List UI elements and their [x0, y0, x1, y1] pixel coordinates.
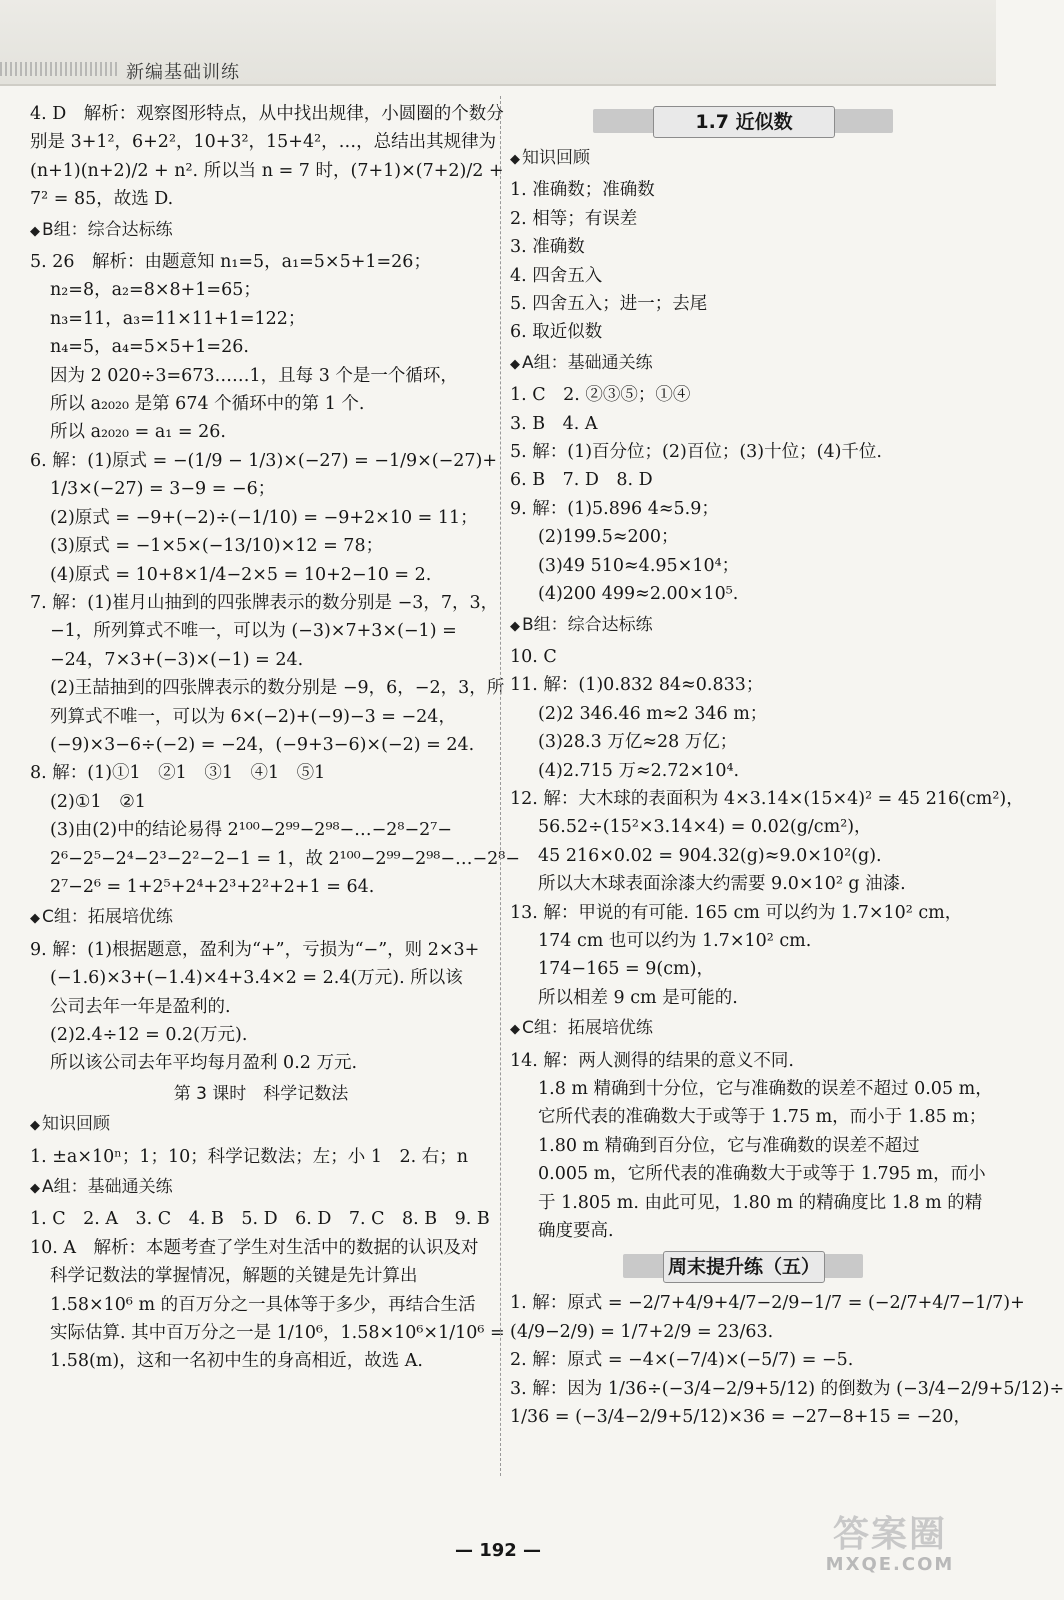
section-heading — [30, 1110, 492, 1140]
answer-line: 科学记数法的掌握情况，解题的关键是先计算出 — [50, 1266, 418, 1287]
answer-line: 14. 解：两人测得的结果的意义不同. — [510, 1050, 794, 1071]
answer-line: 于 1.805 m. 由此可见，1.80 m 的精确度比 1.8 m 的精 — [538, 1192, 983, 1213]
answer-line: n₃=11，a₃=11×11+1=122； — [50, 308, 306, 329]
answer-line: 确度要高. — [538, 1221, 614, 1242]
answer-line: (2)199.5≈200； — [538, 527, 679, 548]
answer-line: (−9)×3−6÷(−2) = −24，(−9+3−6)×(−2) = 24. — [50, 734, 475, 755]
answer-line: 1.8 m 精确到十分位，它与准确数的误差不超过 0.05 m， — [538, 1079, 993, 1099]
answer-line: (4)200 499≈2.00×10⁵. — [538, 584, 739, 605]
column-divider — [500, 96, 501, 1476]
answer-line: (2)2.4÷12 = 0.2(万元). — [50, 1025, 248, 1045]
section-heading-label: 知识回顾 — [42, 1114, 110, 1135]
answer-line: (4/9−2/9) = 1/7+2/9 = 23/63. — [510, 1321, 774, 1342]
section-heading-label: B组：综合达标练 — [522, 614, 653, 635]
watermark — [800, 1514, 980, 1580]
section-heading-label: A组：基础通关练 — [42, 1177, 173, 1198]
answer-line: 2. 相等；有误差 — [510, 208, 638, 229]
answer-line: 13. 解：甲说的有可能. 165 cm 可以约为 1.7×10² cm， — [510, 902, 963, 923]
answer-line: 6. B 7. D 8. D — [510, 470, 653, 491]
answer-line: 10. C — [510, 646, 557, 667]
answer-line: 10. A 解析：本题考查了学生对生活中的数据的认识及对 — [30, 1237, 479, 1258]
section-heading — [510, 349, 976, 379]
answer-line: 5. 26 解析：由题意知 n₁=5，a₁=5×5+1=26； — [30, 252, 431, 273]
section-heading-label: C组：拓展培优练 — [42, 907, 173, 928]
section-heading — [30, 903, 492, 933]
answer-line: 列算式不唯一，可以为 6×(−2)+(−9)−3 = −24， — [50, 706, 456, 727]
answer-line: 174 cm 也可以约为 1.7×10² cm. — [538, 930, 812, 951]
answer-line: 1.58×10⁶ m 的百万分之一具体等于多少，再结合生活 — [50, 1294, 476, 1315]
answer-line: 2. 解：原式 = −4×(−7/4)×(−5/7) = −5. — [510, 1350, 854, 1371]
answer-line: (2)2 346.46 m≈2 346 m； — [538, 703, 768, 724]
answer-line: n₂=8，a₂=8×8+1=65； — [50, 280, 261, 301]
answer-line: 所以该公司去年平均每月盈利 0.2 万元. — [50, 1053, 358, 1074]
watermark-url: MXQE.COM — [825, 1554, 955, 1575]
answer-line: 8. 解：(1)①1 ②1 ③1 ④1 ⑤1 — [30, 763, 326, 784]
answer-line: 3. 准确数 — [510, 237, 585, 258]
watermark-logo: 答案圈 — [832, 1514, 947, 1555]
banner-title: 周末提升练（五） — [663, 1251, 825, 1283]
answer-line: 5. 解：(1)百分位；(2)百位；(3)十位；(4)千位. — [510, 442, 882, 463]
right-column — [510, 100, 1064, 1431]
section-heading — [510, 611, 976, 641]
answer-line: 56.52÷(15²×3.14×4) = 0.02(g/cm²)， — [538, 817, 872, 838]
lesson-title: 第 3 课时 科学记数法 — [173, 1083, 349, 1104]
section-heading-label: B组：综合达标练 — [42, 219, 173, 240]
answer-line: 2⁷−2⁶ = 1+2⁵+2⁴+2³+2²+2+1 = 64. — [50, 876, 375, 897]
answer-line: (2)王喆抽到的四张牌表示的数分别是 −9，6，−2，3，所 — [50, 678, 505, 699]
answer-line: 2⁶−2⁵−2⁴−2³−2²−2−1 = 1，故 2¹⁰⁰−2⁹⁹−2⁹⁸−…−2⁸− — [50, 848, 520, 869]
answer-line: 5. 四舍五入；进一；去尾 — [510, 294, 708, 315]
answer-line: 174−165 = 9(cm)， — [538, 959, 714, 980]
diamond-icon: ◆ — [30, 911, 40, 927]
answer-line: 所以 a₂₀₂₀ = a₁ = 26. — [50, 422, 226, 443]
answer-line: 12. 解：大木球的表面积为 4×3.14×(15×4)² = 45 216(cm²)， — [510, 788, 1024, 809]
diamond-icon: ◆ — [30, 223, 40, 239]
answer-line: (n+1)(n+2)/2 + n². 所以当 n = 7 时，(7+1)×(7+2)/2 + — [30, 160, 504, 181]
answer-line: 它所代表的准确数大于或等于 1.75 m，而小于 1.85 m； — [538, 1107, 987, 1128]
answer-line: 0.005 m，它所代表的准确数大于或等于 1.795 m，而小 — [538, 1164, 986, 1185]
banner-title: 1.7 近似数 — [653, 106, 835, 138]
answer-line: 45 216×0.02 = 904.32(g)≈9.0×10²(g). — [538, 845, 882, 866]
answer-line: 3. B 4. A — [510, 413, 598, 434]
answer-line: −1，所列算式不唯一，可以为 (−3)×7+3×(−1) = — [50, 621, 457, 642]
answer-line: 4. D 解析：观察图形特点，从中找出规律，小圆圈的个数分 — [30, 104, 504, 124]
section-heading — [510, 1014, 976, 1044]
header-title: 新编基础训练 — [126, 62, 240, 83]
answer-line: 6. 取近似数 — [510, 322, 603, 343]
section-banner — [623, 1251, 863, 1281]
section-heading-label: 知识回顾 — [522, 148, 590, 168]
page-number: — 192 — — [454, 1540, 542, 1561]
diamond-icon: ◆ — [510, 1022, 520, 1038]
answer-line: (3)28.3 万亿≈28 万亿； — [538, 732, 738, 753]
answer-line: 1/3×(−27) = 3−9 = −6； — [50, 479, 276, 500]
left-column — [30, 100, 520, 1376]
answer-line: 所以大木球表面涂漆大约需要 9.0×10² g 油漆. — [538, 874, 906, 895]
answer-line: n₄=5，a₄=5×5+1=26. — [50, 337, 249, 358]
answer-line: 1.58(m)，这和一名初中生的身高相近，故选 A. — [50, 1351, 423, 1372]
section-heading-label: A组：基础通关练 — [522, 352, 653, 373]
answer-line: (3)原式 = −1×5×(−13/10)×12 = 78； — [50, 536, 384, 557]
answer-line: 11. 解：(1)0.832 84≈0.833； — [510, 675, 764, 696]
diamond-icon: ◆ — [510, 152, 520, 167]
answer-line: 实际估算. 其中百万分之一是 1/10⁶，1.58×10⁶×1/10⁶ = — [50, 1323, 505, 1344]
answer-line: 6. 解：(1)原式 = −(1/9 − 1/3)×(−27) = −1/9×(−27)+ — [30, 450, 498, 471]
page-header — [0, 0, 996, 86]
answer-line: 1.80 m 精确到百分位，它与准确数的误差不超过 — [538, 1135, 920, 1156]
answer-line: (2)原式 = −9+(−2)÷(−1/10) = −9+2×10 = 11； — [50, 507, 478, 528]
answer-line: 1. 解：原式 = −2/7+4/9+4/7−2/9−1/7 = (−2/7+4/7−1/7)+ — [510, 1293, 1025, 1314]
answer-line: 7. 解：(1)崔月山抽到的四张牌表示的数分别是 −3，7，3， — [30, 592, 499, 613]
answer-line: 1/36 = (−3/4−2/9+5/12)×36 = −27−8+15 = −20， — [510, 1407, 971, 1428]
answer-line: (3)49 510≈4.95×10⁴； — [538, 555, 740, 576]
answer-line: (2)①1 ②1 — [50, 791, 146, 812]
diamond-icon: ◆ — [30, 1118, 40, 1134]
answer-line: (3)由(2)中的结论易得 2¹⁰⁰−2⁹⁹−2⁹⁸−…−2⁸−2⁷− — [50, 820, 452, 841]
answer-line: 1. 准确数；准确数 — [510, 180, 655, 201]
answer-line: 1. C 2. ②③⑤；①④ — [510, 385, 691, 406]
diamond-icon: ◆ — [30, 1181, 40, 1197]
answer-line: (4)原式 = 10+8×1/4−2×5 = 10+2−10 = 2. — [50, 564, 432, 585]
answer-line: 3. 解：因为 1/36÷(−3/4−2/9+5/12) 的倒数为 (−3/4−2/9+5/12)÷ — [510, 1378, 1064, 1399]
section-heading — [30, 1173, 492, 1203]
answer-line: −24，7×3+(−3)×(−1) = 24. — [50, 649, 304, 670]
answer-line: 7² = 85，故选 D. — [30, 189, 174, 210]
answer-line: 1. C 2. A 3. C 4. B 5. D 6. D 7. C 8. B 9. B — [30, 1209, 490, 1230]
answer-line: 因为 2 020÷3=673……1，且每 3 个是一个循环， — [50, 365, 458, 386]
answer-line: 9. 解：(1)根据题意，盈利为“+”，亏损为“−”，则 2×3+ — [30, 939, 480, 960]
header-dots — [0, 62, 118, 76]
section-heading — [30, 216, 492, 246]
answer-line: (−1.6)×3+(−1.4)×4+3.4×2 = 2.4(万元). 所以该 — [50, 968, 463, 989]
answer-line: 1. ±a×10ⁿ；1；10；科学记数法；左；小 1 2. 右；n — [30, 1146, 468, 1167]
answer-line: 公司去年一年是盈利的. — [50, 996, 231, 1017]
diamond-icon: ◆ — [510, 356, 520, 372]
answer-line: 别是 3+1²，6+2²，10+3²，15+4²，…，总结出其规律为 — [30, 132, 497, 153]
diamond-icon: ◆ — [510, 618, 520, 634]
answer-line: 所以 a₂₀₂₀ 是第 674 个循环中的第 1 个. — [50, 394, 365, 415]
answer-line: (4)2.715 万≈2.72×10⁴. — [538, 760, 740, 781]
section-heading — [510, 144, 976, 174]
answer-line: 4. 四舍五入 — [510, 265, 603, 286]
answer-line: 9. 解：(1)5.896 4≈5.9； — [510, 498, 719, 519]
section-banner — [593, 106, 893, 136]
answer-line: 所以相差 9 cm 是可能的. — [538, 987, 738, 1008]
section-heading-label: C组：拓展培优练 — [522, 1018, 653, 1039]
